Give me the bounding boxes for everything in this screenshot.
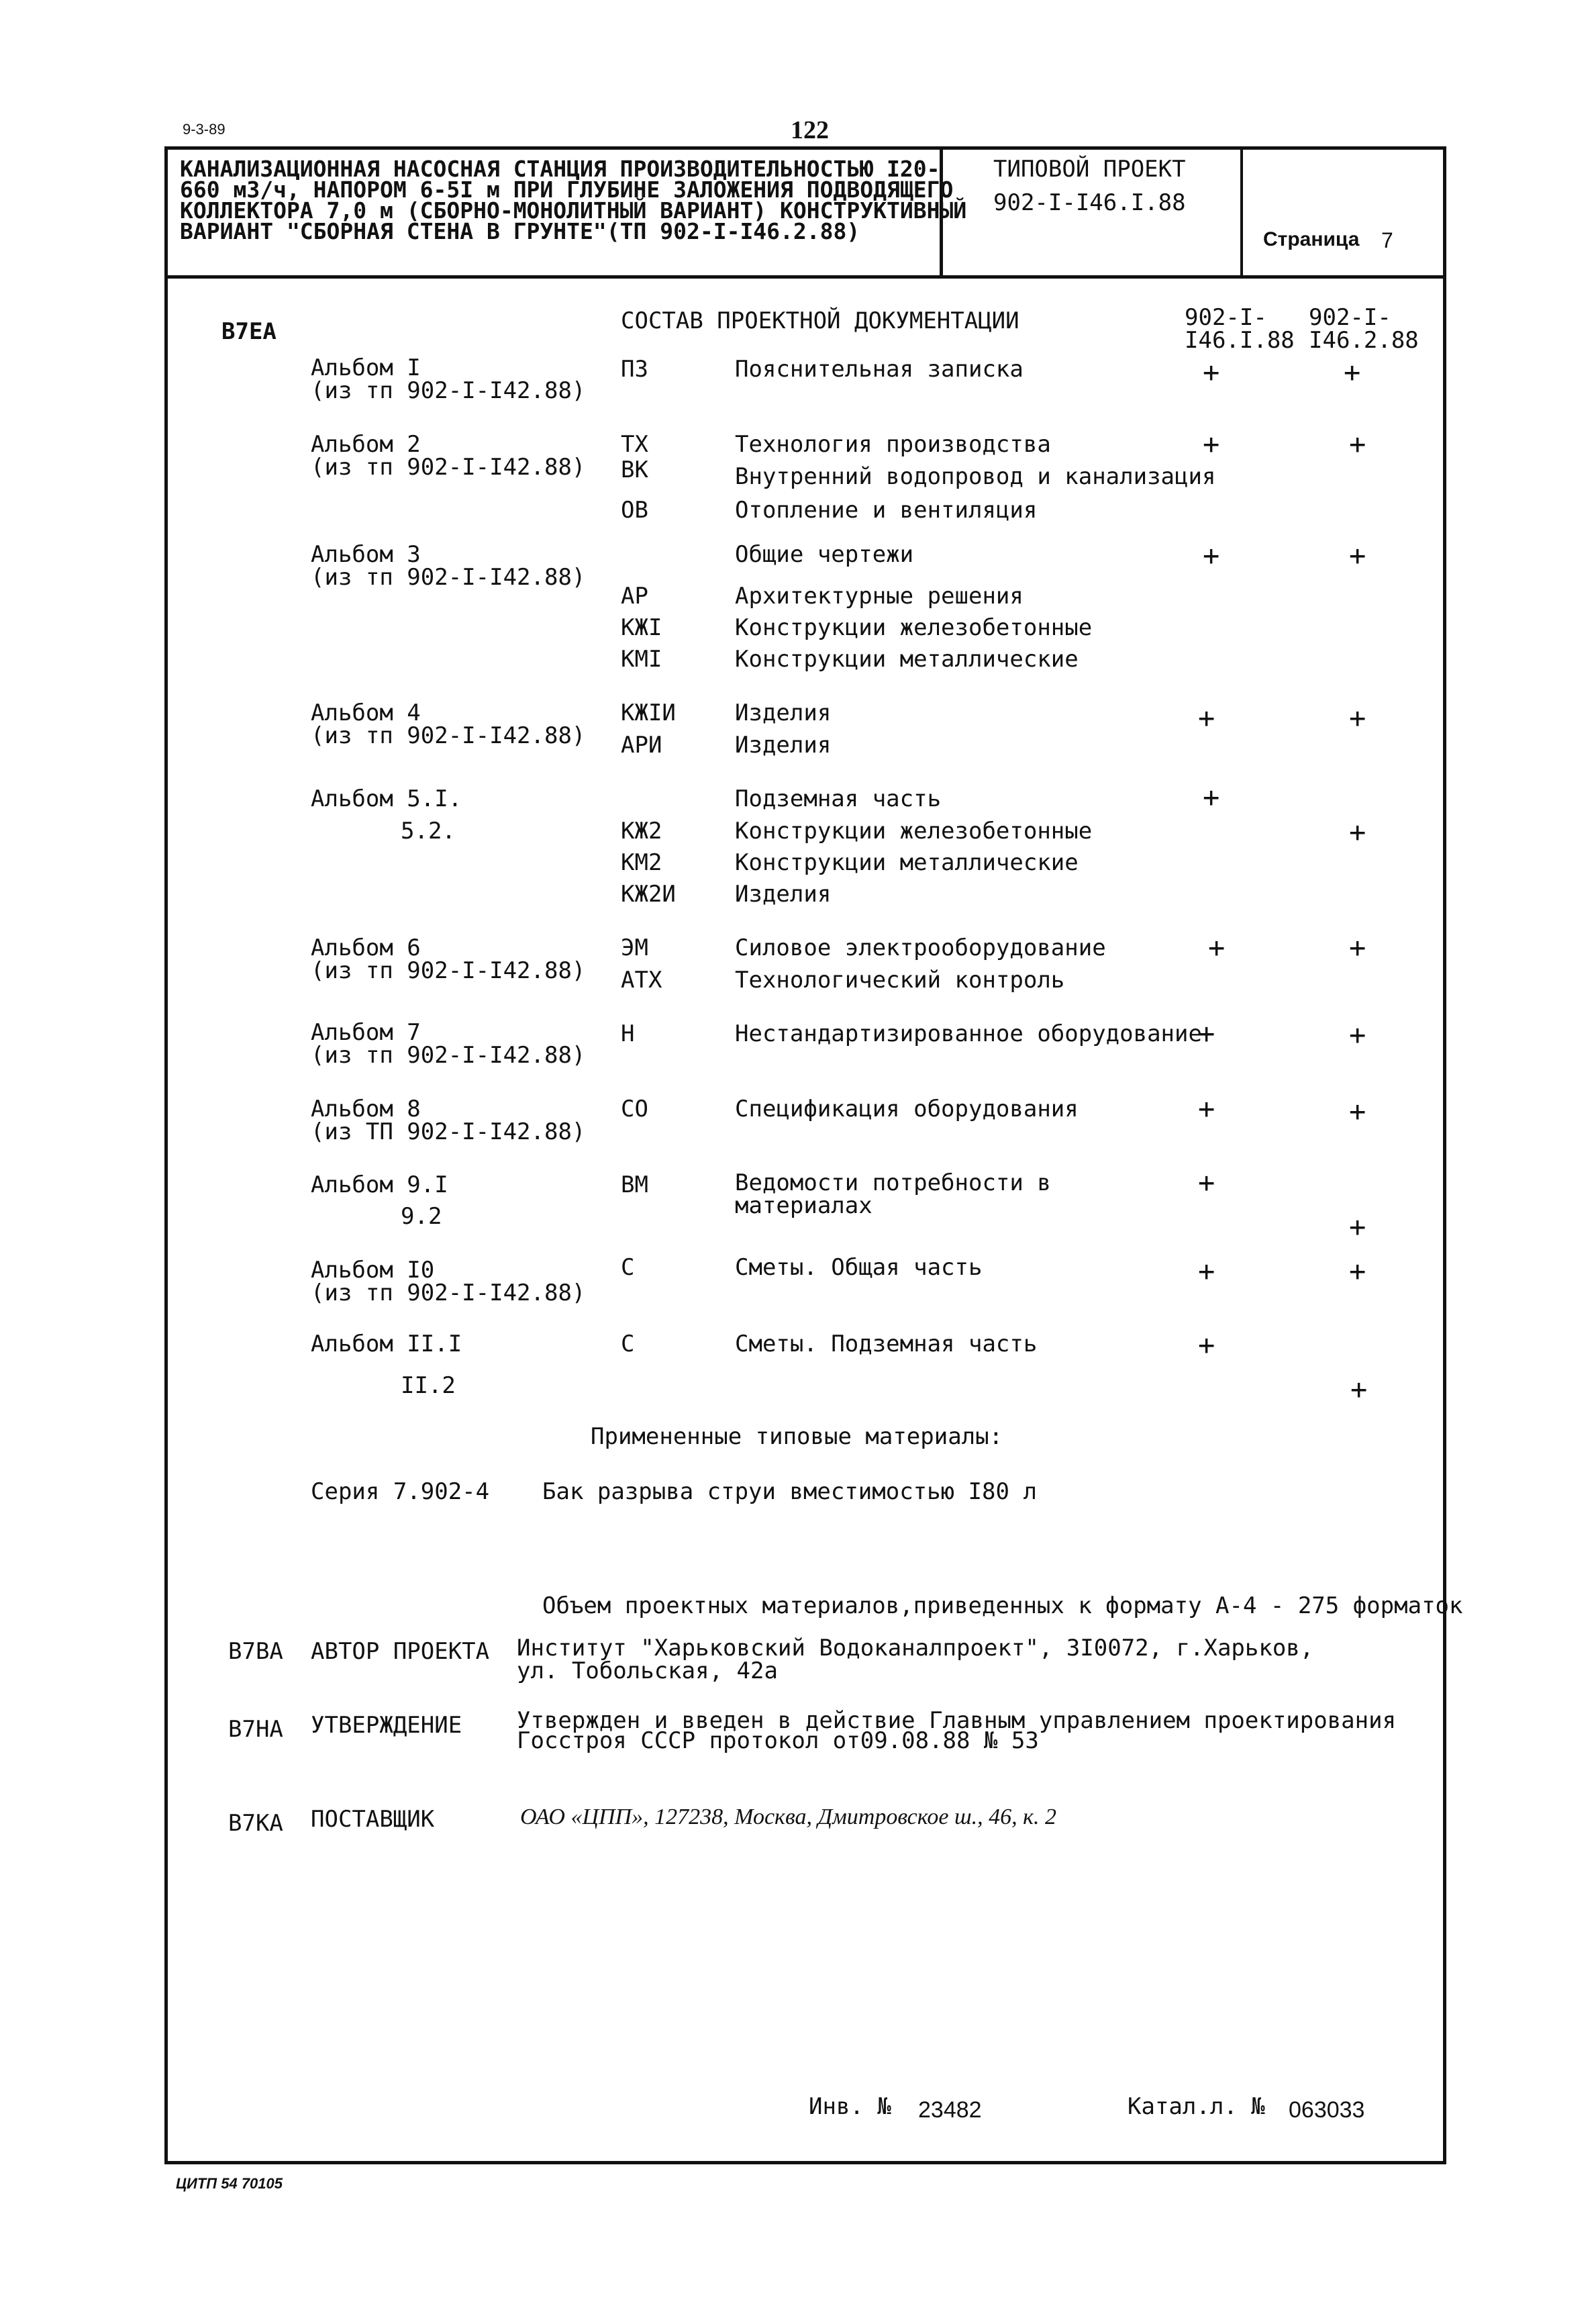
album-5-plus-1: + xyxy=(1203,781,1220,814)
album-5-item-3: Конструкции металлические xyxy=(735,849,1079,876)
album-3-source: (из тп 902-I-I42.88) xyxy=(311,564,586,591)
album-10-source: (из тп 902-I-I42.88) xyxy=(311,1280,586,1306)
album-5-code-2: КМ2 xyxy=(621,849,662,876)
album-9-item-line-1: Ведомости потребности в xyxy=(735,1169,1051,1196)
album-3-plus-1: + xyxy=(1203,539,1220,572)
album-8-name: Альбом 8 xyxy=(311,1096,421,1122)
author-line-1: Институт "Харьковский Водоканалпроект", 3I0072, г.Харьков, xyxy=(517,1635,1314,1662)
header-divider-v2 xyxy=(1240,146,1243,277)
album-11-item-1: Сметы. Подземная часть xyxy=(735,1331,1038,1357)
album-2-plus-2: + xyxy=(1349,428,1366,461)
supplier-details: ОАО «ЦПП», 127238, Москва, Дмитровское ш., 46, к. 2 xyxy=(520,1805,1057,1829)
volume-statement: Объем проектных материалов,приведенных к формату А-4 - 275 форматок xyxy=(542,1592,1463,1619)
page-label: Страница xyxy=(1263,228,1360,250)
album-9-item-1 xyxy=(735,1171,1051,1217)
album-11-code-1: С xyxy=(621,1331,635,1357)
album-5-name: Альбом 5.I. xyxy=(311,785,462,812)
header-title-line-2: 660 м3/ч, НАПОРОМ 6-5I м ПРИ ГЛУБИНЕ ЗАЛОЖЕНИЯ ПОДВОДЯЩЕГО xyxy=(180,177,954,203)
album-2-plus-1: + xyxy=(1203,428,1220,461)
album-7-plus-2: + xyxy=(1349,1018,1366,1051)
album-4-code-2: АРИ xyxy=(621,732,662,759)
album-1-plus-1: + xyxy=(1203,356,1220,389)
author-details xyxy=(517,1637,1313,1682)
album-6-name: Альбом 6 xyxy=(311,934,421,961)
album-3-item-4: Конструкции металлические xyxy=(735,646,1079,673)
album-10-code-1: С xyxy=(621,1254,635,1281)
album-5-item-4: Изделия xyxy=(735,881,832,908)
album-6-code-1: ЭМ xyxy=(621,934,648,961)
album-4-code-1: КЖIИ xyxy=(621,700,676,726)
album-5-plus-2: + xyxy=(1349,816,1366,849)
catalog-number: 063033 xyxy=(1289,2097,1365,2123)
catalog-label: Катал.л. № xyxy=(1128,2093,1265,2120)
album-9-name: Альбом 9.I xyxy=(311,1171,448,1198)
approval-line-2: Госстроя СССР протокол от09.08.88 № 53 xyxy=(517,1727,1039,1754)
album-5-code-1: КЖ2 xyxy=(621,818,662,845)
section-code: B7EA xyxy=(221,318,277,345)
album-3-code-1: АР xyxy=(621,583,648,610)
column-header-1-line-2: I46.I.88 xyxy=(1185,327,1295,354)
page-value: 7 xyxy=(1381,228,1393,252)
column-header-1 xyxy=(1185,306,1295,352)
section-title: СОСТАВ ПРОЕКТНОЙ ДОКУМЕНТАЦИИ xyxy=(621,307,1019,334)
album-10-plus-1: + xyxy=(1198,1255,1215,1288)
applied-description: Бак разрыва струи вместимостью I80 л xyxy=(542,1478,1037,1505)
album-6-source: (из тп 902-I-I42.88) xyxy=(311,957,586,984)
column-header-1-line-1: 902-I- xyxy=(1185,304,1267,331)
album-6-item-1: Силовое электрооборудование xyxy=(735,934,1106,961)
applied-series: Серия 7.902-4 xyxy=(311,1478,490,1505)
album-5-item-2: Конструкции железобетонные xyxy=(735,818,1093,845)
approval-code: B7HA xyxy=(228,1716,283,1743)
album-8-code-1: СО xyxy=(621,1096,648,1122)
album-5-code-3: КЖ2И xyxy=(621,881,676,908)
album-2-source: (из тп 902-I-I42.88) xyxy=(311,454,586,481)
header-title-line-3: КОЛЛЕКТОРА 7,0 м (СБОРНО-МОНОЛИТНЫЙ ВАРИАНТ) КОНСТРУКТИВНЫЙ xyxy=(180,197,967,224)
album-2-code-2: ВК xyxy=(621,456,648,483)
album-8-plus-1: + xyxy=(1198,1092,1215,1125)
album-9-name-2: 9.2 xyxy=(401,1203,442,1230)
column-header-2 xyxy=(1309,306,1419,352)
album-8-plus-2: + xyxy=(1349,1095,1366,1128)
album-2-code-1: ТХ xyxy=(621,431,648,458)
album-10-name: Альбом I0 xyxy=(311,1257,435,1284)
author-label: АВТОР ПРОЕКТА xyxy=(311,1638,490,1665)
album-9-code-1: ВМ xyxy=(621,1171,648,1198)
album-11-plus-1: + xyxy=(1198,1329,1215,1361)
author-line-2: ул. Тобольская, 42а xyxy=(517,1657,778,1684)
album-8-source: (из ТП 902-I-I42.88) xyxy=(311,1118,586,1145)
album-3-name: Альбом 3 xyxy=(311,541,421,568)
supplier-code: B7KA xyxy=(228,1810,283,1837)
album-6-plus-2: + xyxy=(1349,931,1366,964)
album-7-code-1: Н xyxy=(621,1020,635,1047)
album-6-plus-1: + xyxy=(1208,931,1226,964)
approval-label: УТВЕРЖДЕНИЕ xyxy=(311,1712,462,1739)
album-3-item-3: Конструкции железобетонные xyxy=(735,614,1093,641)
album-9-plus-1: + xyxy=(1198,1166,1215,1199)
album-10-plus-2: + xyxy=(1349,1255,1366,1288)
header-title-line-4: ВАРИАНТ "СБОРНАЯ СТЕНА В ГРУНТЕ"(ТП 902-I-I46.2.88) xyxy=(180,218,860,244)
project-code: 902-I-I46.I.88 xyxy=(993,189,1186,216)
author-code: B7BA xyxy=(228,1638,283,1665)
album-2-item-3: Отопление и вентиляция xyxy=(735,497,1038,524)
inventory-number: 23482 xyxy=(918,2097,982,2123)
album-4-item-1: Изделия xyxy=(735,700,832,726)
album-4-plus-1: + xyxy=(1198,702,1215,734)
album-3-item-2: Архитектурные решения xyxy=(735,583,1024,610)
album-9-plus-2: + xyxy=(1349,1210,1366,1243)
album-4-item-2: Изделия xyxy=(735,732,832,759)
header-title-line-1: КАНАЛИЗАЦИОННАЯ НАСОСНАЯ СТАНЦИЯ ПРОИЗВОДИТЕЛЬНОСТЬЮ I20- xyxy=(180,156,940,182)
album-1-name: Альбом I xyxy=(311,354,421,381)
album-3-plus-2: + xyxy=(1349,539,1366,572)
album-2-code-3: ОВ xyxy=(621,497,648,524)
album-1-code-1: ПЗ xyxy=(621,356,648,383)
album-2-name: Альбом 2 xyxy=(311,431,421,458)
page-number: 122 xyxy=(791,116,829,144)
album-6-code-2: АТХ xyxy=(621,967,662,994)
album-5-item-1: Подземная часть xyxy=(735,785,942,812)
album-6-item-2: Технологический контроль xyxy=(735,967,1065,994)
album-8-item-1: Спецификация оборудования xyxy=(735,1096,1079,1122)
album-7-item-1: Нестандартизированное оборудование xyxy=(735,1020,1202,1047)
album-10-item-1: Сметы. Общая часть xyxy=(735,1254,983,1281)
album-3-code-2: КЖI xyxy=(621,614,662,641)
album-2-item-2: Внутренний водопровод и канализация xyxy=(735,463,1216,490)
album-3-code-3: КМI xyxy=(621,646,662,673)
album-1-plus-2: + xyxy=(1344,356,1361,389)
album-2-item-1: Технология производства xyxy=(735,431,1051,458)
column-header-2-line-1: 902-I- xyxy=(1309,304,1391,331)
album-7-name: Альбом 7 xyxy=(311,1019,421,1046)
album-1-item-1: Пояснительная записка xyxy=(735,356,1024,383)
date-code: 9-3-89 xyxy=(183,121,226,138)
album-7-plus-1: + xyxy=(1198,1017,1215,1050)
column-header-2-line-2: I46.2.88 xyxy=(1309,327,1419,354)
album-4-plus-2: + xyxy=(1349,702,1366,734)
album-11-plus-2: + xyxy=(1350,1373,1368,1406)
album-11-name: Альбом II.I xyxy=(311,1331,462,1357)
album-7-source: (из тп 902-I-I42.88) xyxy=(311,1042,586,1069)
approval-details xyxy=(517,1707,1397,1754)
bottom-stamp: ЦИТП 54 70105 xyxy=(176,2175,283,2192)
album-4-name: Альбом 4 xyxy=(311,700,421,726)
album-5-name-2: 5.2. xyxy=(401,818,456,845)
supplier-label: ПОСТАВЩИК xyxy=(311,1806,435,1833)
header-divider xyxy=(164,275,1446,279)
approval-line-1: Утвержден и введен в действие Главным управлением проектирования xyxy=(517,1707,1397,1734)
album-9-item-line-2: материалах xyxy=(735,1192,872,1219)
album-4-source: (из тп 902-I-I42.88) xyxy=(311,722,586,749)
inventory-label: Инв. № xyxy=(809,2093,891,2120)
applied-materials-title: Примененные типовые материалы: xyxy=(591,1423,1003,1450)
project-label: ТИПОВОЙ ПРОЕКТ xyxy=(993,156,1186,183)
album-3-item-1: Общие чертежи xyxy=(735,541,914,568)
album-11-name-2: II.2 xyxy=(401,1372,456,1399)
album-1-source: (из тп 902-I-I42.88) xyxy=(311,377,586,404)
header-title xyxy=(180,158,966,242)
